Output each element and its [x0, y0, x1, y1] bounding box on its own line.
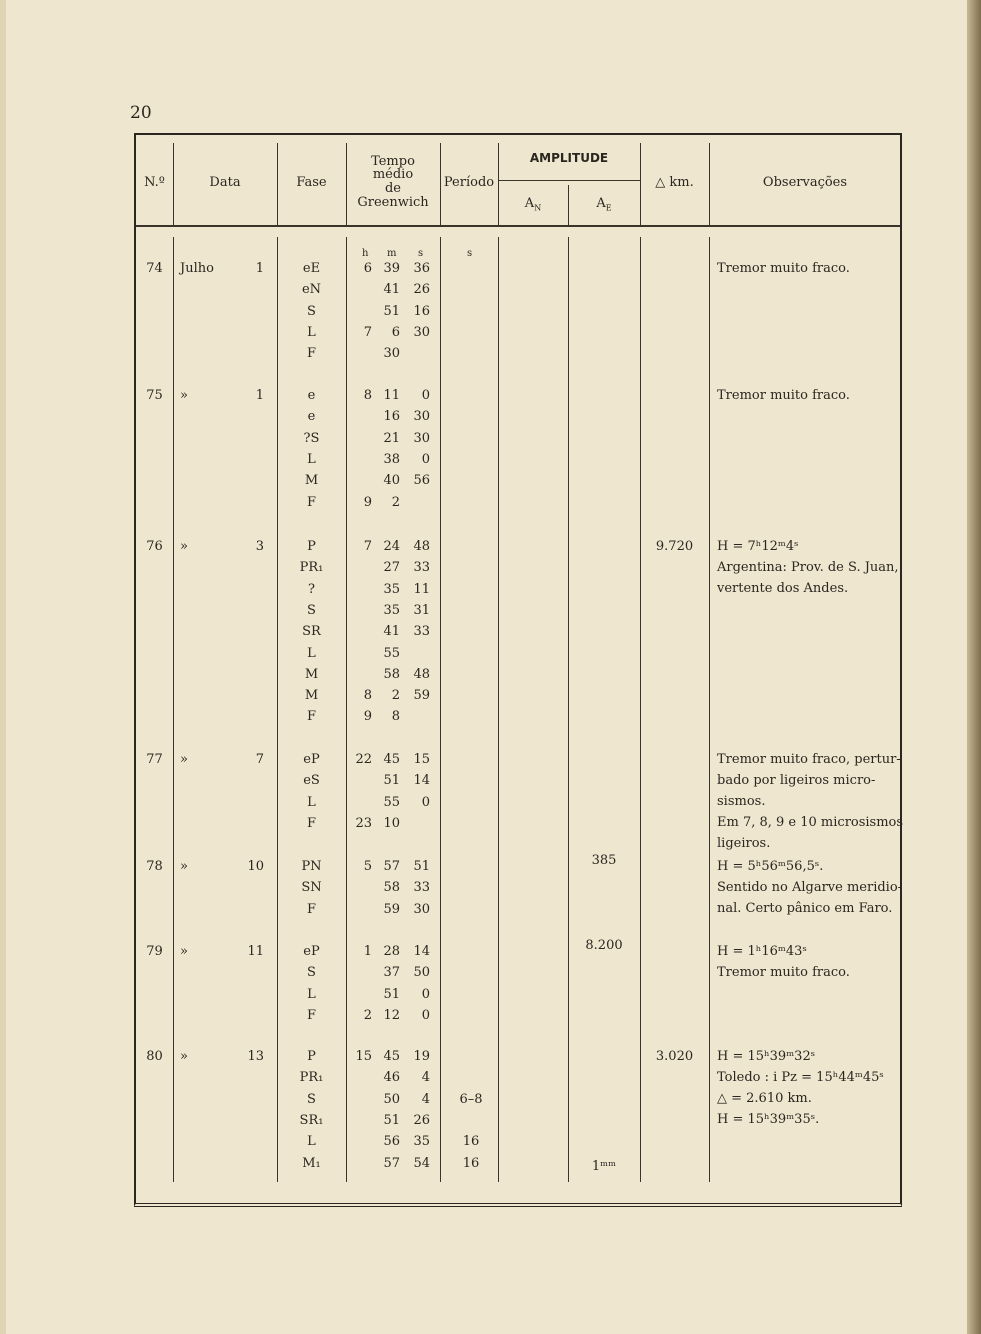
header-num: N.º: [144, 175, 165, 190]
time-minutes: 28: [383, 944, 400, 959]
time-minutes: 58: [383, 880, 400, 896]
time-minutes: 56: [383, 1134, 400, 1150]
header-periodo: Período: [443, 175, 495, 190]
time-seconds: 54: [413, 1155, 430, 1171]
time-minutes: 38: [383, 451, 400, 467]
time-seconds: 4: [421, 1070, 430, 1086]
phase-label: PR₁: [299, 560, 324, 576]
phase-label: L: [307, 645, 316, 661]
period-value: 16: [462, 1155, 480, 1171]
observation-line: Tremor muito fraco.: [717, 388, 850, 403]
header-tempo-4: Greenwich: [357, 195, 429, 210]
entry-day: 1: [255, 388, 264, 403]
phase-label: eS: [303, 773, 320, 789]
body-sep-1: [173, 237, 174, 1182]
time-hours: 2: [363, 1007, 372, 1023]
time-seconds: 11: [413, 581, 430, 597]
observation-line: H = 5ʰ56ᵐ56,5ˢ.: [717, 859, 824, 874]
entry-day: 7: [255, 752, 264, 767]
observation-line: H = 7ʰ12ᵐ4ˢ: [717, 539, 799, 554]
observation-line: Tremor muito fraco, pertur-: [717, 752, 901, 767]
time-seconds: 59: [413, 688, 430, 704]
phase-label: SR₁: [299, 1112, 324, 1128]
time-minutes: 55: [383, 794, 400, 810]
entry-day: 10: [247, 859, 264, 874]
time-minutes: 51: [383, 1112, 400, 1128]
delta-km-value: 9.720: [655, 539, 694, 554]
header-tempo-2: médio: [372, 167, 414, 182]
observation-line: H = 1ʰ16ᵐ43ˢ: [717, 944, 807, 959]
time-minutes: 51: [383, 303, 400, 319]
phase-label: F: [306, 815, 317, 831]
time-minutes: 39: [383, 261, 400, 276]
body-sep-8: [709, 237, 710, 1182]
time-minutes: 41: [383, 282, 400, 298]
unit-periodo-s: s: [467, 248, 473, 259]
time-hours: 22: [355, 752, 372, 767]
time-minutes: 2: [391, 494, 400, 510]
body-sep-6: [568, 237, 569, 1182]
time-minutes: 10: [383, 815, 400, 831]
entry-month: »: [180, 1049, 188, 1064]
time-minutes: 35: [383, 581, 400, 597]
time-hours: 7: [363, 324, 372, 340]
entry-month: »: [180, 859, 188, 874]
header-bottom-rule: [136, 225, 900, 227]
header-observacoes: Observações: [762, 175, 848, 190]
ae-value: 385: [591, 853, 617, 868]
header-tempo-1: Tempo: [371, 154, 415, 169]
phase-label: S: [307, 965, 316, 981]
time-seconds: 33: [413, 880, 430, 896]
entry-month: »: [180, 539, 188, 554]
time-minutes: 12: [383, 1007, 400, 1023]
phase-label: L: [307, 451, 316, 467]
observation-line: Sentido no Algarve meridio-: [717, 880, 903, 895]
time-seconds: 48: [413, 539, 430, 554]
phase-label: e: [307, 388, 316, 403]
phase-label: S: [307, 303, 316, 319]
observation-line: vertente dos Andes.: [717, 581, 849, 596]
time-minutes: 45: [383, 752, 400, 767]
entry-month: Julho: [180, 261, 214, 276]
seismic-table: [134, 133, 902, 1207]
header-ae: $A_E$: [596, 196, 612, 213]
observation-line: nal. Certo pânico em Faro.: [717, 901, 893, 916]
time-minutes: 58: [383, 666, 400, 682]
time-hours: 6: [363, 261, 372, 276]
time-minutes: 35: [383, 602, 400, 618]
time-minutes: 8: [391, 709, 400, 725]
time-minutes: 46: [383, 1070, 400, 1086]
period-value: 6–8: [459, 1091, 483, 1107]
time-seconds: 51: [413, 859, 430, 874]
time-minutes: 21: [383, 430, 400, 446]
observation-line: H = 15ʰ39ᵐ35ˢ.: [717, 1112, 820, 1127]
observation-line: Argentina: Prov. de S. Juan,: [717, 560, 899, 575]
phase-label: L: [307, 1134, 316, 1150]
time-seconds: 30: [413, 430, 430, 446]
time-seconds: 14: [413, 944, 430, 959]
observation-line: sismos.: [717, 794, 766, 809]
observation-line: bado por ligeiros micro-: [717, 773, 876, 788]
time-minutes: 45: [383, 1049, 400, 1064]
phase-label: F: [306, 346, 317, 362]
time-minutes: 51: [383, 986, 400, 1002]
entry-number: 76: [146, 539, 163, 554]
phase-label: L: [307, 794, 316, 810]
unit-h: h: [362, 248, 369, 259]
time-minutes: 41: [383, 624, 400, 640]
phase-label: M: [304, 666, 319, 682]
time-minutes: 51: [383, 773, 400, 789]
time-minutes: 55: [383, 645, 400, 661]
time-seconds: 16: [413, 303, 430, 319]
body-sep-7: [640, 237, 641, 1182]
phase-label: eP: [303, 752, 320, 767]
period-value: 16: [462, 1134, 480, 1150]
time-seconds: 33: [413, 560, 430, 576]
amplitude-sub-rule: [498, 180, 640, 181]
entry-day: 1: [255, 261, 264, 276]
time-minutes: 37: [383, 965, 400, 981]
phase-label: ?: [308, 581, 315, 597]
time-seconds: 19: [413, 1049, 430, 1064]
time-seconds: 26: [413, 282, 430, 298]
phase-label: F: [306, 901, 317, 917]
header-data: Data: [209, 175, 241, 190]
time-hours: 23: [355, 815, 372, 831]
time-minutes: 57: [383, 1155, 400, 1171]
time-hours: 1: [363, 944, 372, 959]
time-seconds: 35: [413, 1134, 430, 1150]
time-seconds: 4: [421, 1091, 430, 1107]
entry-day: 13: [247, 1049, 264, 1064]
header-amplitude: AMPLITUDE: [529, 151, 609, 165]
observation-line: Tremor muito fraco.: [717, 965, 850, 980]
observation-line: Toledo : i Pz = 15ʰ44ᵐ45ˢ: [717, 1070, 884, 1085]
entry-number: 79: [146, 944, 163, 959]
entry-month: »: [180, 944, 188, 959]
time-seconds: 50: [413, 965, 430, 981]
entry-month: »: [180, 752, 188, 767]
time-minutes: 11: [383, 388, 400, 403]
phase-label: P: [307, 1049, 316, 1064]
ae-value: 8.200: [585, 938, 623, 953]
entry-number: 78: [146, 859, 163, 874]
page-right-edge: [967, 0, 981, 1334]
phase-label: e: [307, 409, 316, 425]
time-seconds: 33: [413, 624, 430, 640]
phase-label: F: [306, 494, 317, 510]
time-minutes: 40: [383, 473, 400, 489]
phase-label: eN: [301, 282, 322, 298]
phase-label: L: [307, 986, 316, 1002]
time-seconds: 15: [413, 752, 430, 767]
observation-line: ligeiros.: [717, 836, 771, 851]
time-seconds: 31: [413, 602, 430, 618]
time-seconds: 36: [413, 261, 430, 276]
time-minutes: 27: [383, 560, 400, 576]
entry-number: 80: [146, 1049, 163, 1064]
entry-month: »: [180, 388, 188, 403]
header-fase: Fase: [296, 175, 327, 190]
time-hours: 15: [355, 1049, 372, 1064]
entry-day: 11: [247, 944, 264, 959]
time-seconds: 0: [421, 451, 430, 467]
phase-label: F: [306, 1007, 317, 1023]
header-delta-km: △ km.: [655, 175, 694, 190]
time-seconds: 30: [413, 901, 430, 917]
observation-line: Em 7, 8, 9 e 10 microsismos: [717, 815, 904, 830]
phase-label: M: [304, 473, 319, 489]
entry-number: 77: [146, 752, 163, 767]
phase-label: SR: [302, 624, 321, 640]
phase-label: SN: [301, 880, 322, 896]
time-seconds: 48: [413, 666, 430, 682]
phase-label: S: [307, 1091, 316, 1107]
time-seconds: 56: [413, 473, 430, 489]
observation-line: H = 15ʰ39ᵐ32ˢ: [717, 1049, 816, 1064]
phase-label: S: [307, 602, 316, 618]
body-sep-5: [498, 237, 499, 1182]
time-seconds: 0: [421, 388, 430, 403]
header-tempo-3: de: [384, 181, 401, 196]
header-an: $A_N$: [524, 196, 542, 213]
time-seconds: 30: [413, 324, 430, 340]
time-seconds: 30: [413, 409, 430, 425]
phase-label: P: [307, 539, 316, 554]
time-minutes: 16: [383, 409, 400, 425]
time-minutes: 50: [383, 1091, 400, 1107]
observation-line: △ = 2.610 km.: [717, 1091, 812, 1106]
time-hours: 8: [363, 688, 372, 704]
phase-label: eP: [303, 944, 320, 959]
unit-m: m: [387, 248, 397, 259]
time-hours: 8: [363, 388, 372, 403]
observation-line: Tremor muito fraco.: [717, 261, 850, 276]
time-minutes: 30: [383, 346, 400, 362]
time-seconds: 0: [421, 794, 430, 810]
delta-km-value: 3.020: [655, 1049, 694, 1064]
unit-s: s: [418, 248, 424, 259]
phase-label: F: [306, 709, 317, 725]
time-minutes: 24: [383, 539, 400, 554]
phase-label: L: [307, 324, 316, 340]
ae-value: 1ᵐᵐ: [591, 1158, 617, 1174]
time-seconds: 0: [421, 1007, 430, 1023]
time-minutes: 59: [383, 901, 400, 917]
time-hours: 7: [363, 539, 372, 554]
page-number: 20: [130, 103, 152, 123]
phase-label: M₁: [302, 1155, 321, 1171]
phase-label: ?S: [303, 430, 320, 446]
time-hours: 5: [363, 859, 372, 874]
time-hours: 9: [363, 494, 372, 510]
page-left-edge: [0, 0, 6, 1334]
time-seconds: 26: [413, 1112, 430, 1128]
time-minutes: 2: [391, 688, 400, 704]
time-minutes: 6: [391, 324, 400, 340]
phase-label: M: [304, 688, 319, 704]
time-minutes: 57: [383, 859, 400, 874]
entry-number: 75: [146, 388, 163, 403]
entry-day: 3: [255, 539, 264, 554]
time-hours: 9: [363, 709, 372, 725]
phase-label: eE: [302, 261, 321, 276]
body-sep-4: [440, 237, 441, 1182]
phase-label: PR₁: [299, 1070, 324, 1086]
phase-label: PN: [301, 859, 322, 874]
time-seconds: 0: [421, 986, 430, 1002]
entry-number: 74: [146, 261, 163, 276]
time-seconds: 14: [413, 773, 430, 789]
